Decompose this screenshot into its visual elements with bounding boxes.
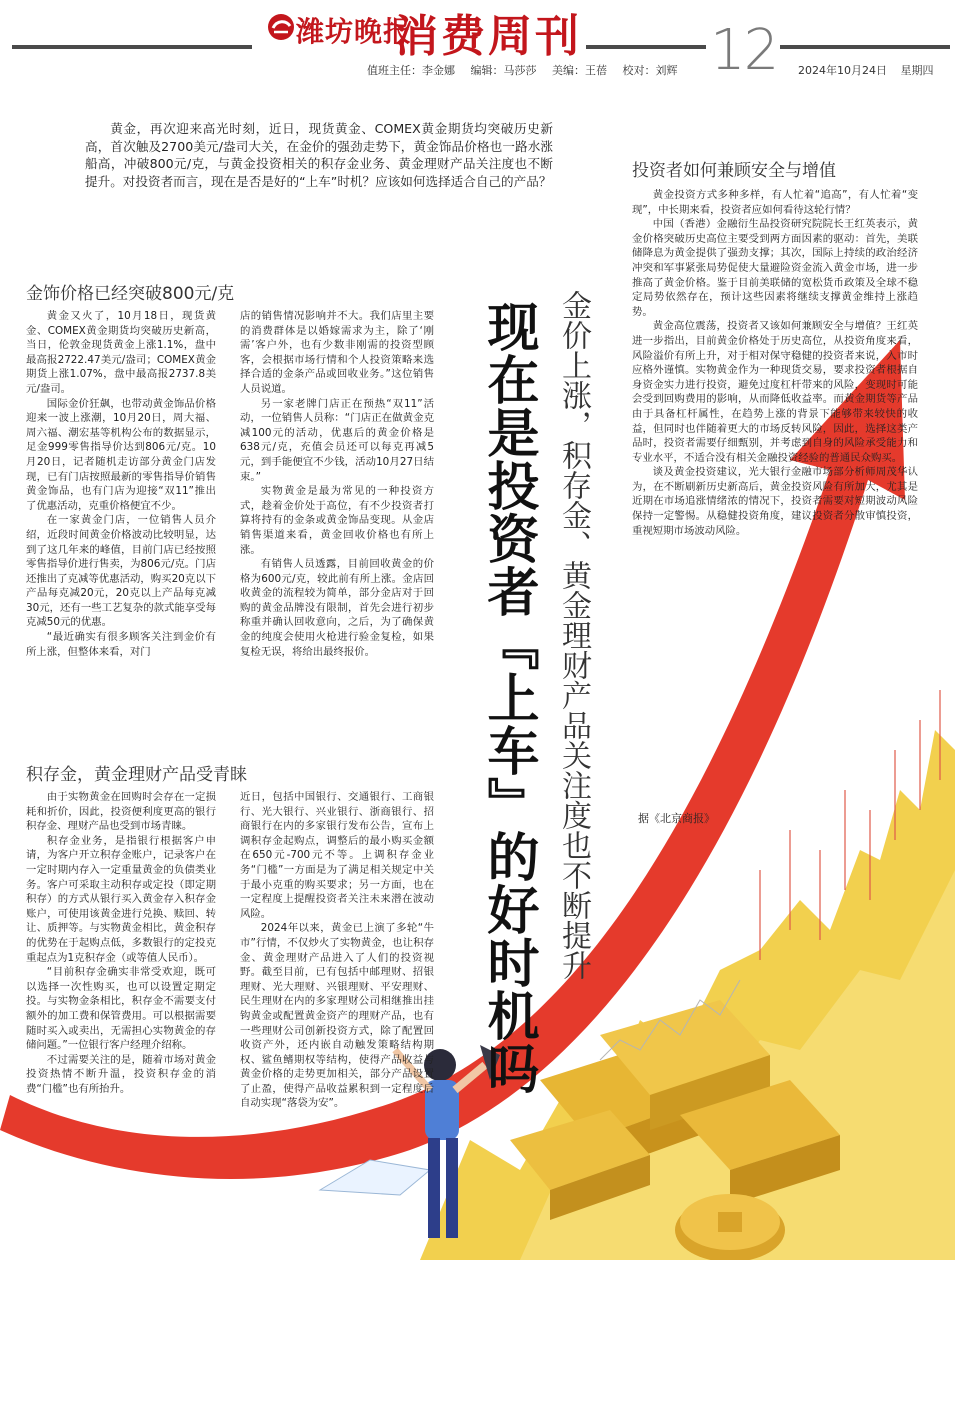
section3-heading: 投资者如何兼顾安全与增值 <box>632 161 836 181</box>
issue-date: 2024年10月24日 <box>798 64 887 77</box>
section1-column-1 <box>26 309 216 659</box>
paragraph: 积存金业务，是指银行根据客户申请，为客户开立积存金账户，记录客户在一定时期内存入一定重量黄金的负债类业务。客户可采取主动积存或定投（即定期积存）的方式从银行买入黄金存入积存金账户，可使用该黄金进行兑换、赎回、转让、质押等。与实物黄金相比，黄金积存的优势在于起购点低，多数银行的定投克重起点为1克积存金（或等值人民币）。 <box>26 834 216 964</box>
paragraph: 在一家黄金门店，一位销售人员介绍，近段时间黄金价格波动比较明显，达到了这几年来的峰值，目前门店已经按照零售指导价进行售卖，为806元/克。门店还推出了克减等优惠活动，购买20克以下产品每克减20元，20克以上产品每克减30元，还有一些工艺复杂的款式能享受每克减50元的优惠。 <box>26 514 216 629</box>
lead-paragraph: 黄金，再次迎来高光时刻，近日，现货黄金、COMEX黄金期货均突破历史新高，首次触及2700美元/盎司大关，在金价的强劲走势下，黄金饰品价格也一路水涨船高，冲破800元/克，与黄金投资相关的积存金业务、黄金理财产品关注度也不断提升。对投资者而言，现在是否是好的“上车”时机？应该如何选择适合自己的产品？ <box>85 121 553 189</box>
section2-heading: 积存金，黄金理财产品受青睐 <box>26 765 247 785</box>
credit-art-editor: 美编：王蓓 <box>552 64 607 77</box>
paragraph: 近日，包括中国银行、交通银行、工商银行、光大银行、兴业银行、浙商银行、招商银行在内的多家银行发布公告，宣布上调积存金起购点，调整后的最小购买金额在650元-700元不等。上调积存金业务“门槛”一方面是为了满足相关规定中关于最小克重的购买要求；另一方面，也在一定程度上提醒投资者关注未来潜在波动风险。 <box>240 791 434 920</box>
article-lead <box>85 120 553 224</box>
paragraph: 实物黄金是最为常见的一种投资方式，趁着金价处于高位，有不少投资者打算将持有的金条或黄金饰品变现。从金店销售渠道来看，黄金回收价格也有所上涨。 <box>240 485 434 556</box>
paragraph: 由于实物黄金在回购时会存在一定损耗和折价，因此，投资便利度更高的银行积存金、理财产品也受到市场青睐。 <box>26 791 216 833</box>
paragraph: 有销售人员透露，目前回收黄金的价格为600元/克，较此前有所上涨。金店回收黄金的流程较为简单，部分金店对于回购的黄金品牌没有限制，首先会进行初步称重并确认回收意向，之后，为了确保黄金的纯度会使用火枪进行验金复检，如果复检无误，将给出最终报价。 <box>240 558 434 658</box>
editorial-credits <box>367 62 690 78</box>
section2-column-1 <box>26 790 216 1096</box>
masthead-rule-right <box>586 45 706 49</box>
paragraph: 2024年以来，黄金已上演了多轮“牛市”行情，不仅炒火了实物黄金，也让积存金、黄金理财产品进入了人们的投资视野。截至目前，已有包括中邮理财、招银理财、光大理财、兴银理财、平安理财、民生理财在内的多家理财公司相继推出挂钩黄金或配置黄金资产的理财产品，也有一些理财公司创新投资方式，除了配置回收资产外，还内嵌自动触发策略结构期权、鲨鱼鳍期权等结构，使得产品收益与黄金价格的走势更加相关，部分产品设置了止盈，使得产品收益累积到一定程度后自动实现“落袋为安”。 <box>240 922 434 1110</box>
newspaper-logo-icon <box>264 8 298 42</box>
paragraph: 黄金高位震荡，投资者又该如何兼顾安全与增值？王红英进一步指出，目前黄金价格处于历史高位，从投资角度来看，风险溢价有所上升，对于相对保守稳健的投资者来说，入市时应格外谨慎。实物黄金作为一种现货交易，要求投资者根据自身资金实力进行投资，避免过度杠杆带来的风险，变现时可能会受到回购费用的影响，从而降低收益率。而黄金期货等产品由于具备杠杆属性，在趋势上涨的背景下能够带来较快的收益，但同时也伴随着更大的市场反转风险，因此，选择这类产品时，投资者需要仔细甄别，并考虑到自身的风险承受能力和专业水平，不适合没有相关金融投资经验的普通民众购买。 <box>632 320 918 464</box>
paragraph: 国际金价狂飙，也带动黄金饰品价格迎来一波上涨潮，10月20日，周大福、周六福、潮宏基等机构公布的数据显示，足金999零售指导价达到806元/克。10月20日，记者随机走访部分黄金门店发现，已有门店按照最新的零售指导价销售黄金饰品，也有门店为迎接“双11”推出了优惠活动，克重价格便宜不少。 <box>26 397 216 512</box>
paragraph: “目前积存金确实非常受欢迎，既可以选择一次性购买，也可以设置定期定投。与实物金条相比，积存金不需要支付额外的加工费和保管费用。可以根据需要随时买入或卖出，无需担心实物黄金的存储问题。”一位银行客户经理介绍称。 <box>26 966 216 1052</box>
paragraph: 店的销售情况影响并不大。我们店里主要的消费群体是以婚嫁需求为主，除了‘刚需’客户外，也有少数非刚需的投资型顾客，会根据市场行情和个人投资策略来选择合适的金条产品或回收业务。”这位销售人员说道。 <box>240 310 434 395</box>
section1-column-2 <box>240 309 434 659</box>
credit-proofreader: 校对：刘辉 <box>622 64 678 77</box>
section2-column-2 <box>240 790 434 1111</box>
masthead <box>0 0 955 83</box>
paragraph: 中国（香港）金融衍生品投资研究院院长王红英表示，黄金价格突破历史高位主要受到两方面因素的驱动：首先，美联储降息为黄金提供了强劲支撑；其次，国际上持续的政治经济冲突和军事紧张局势促使大量避险资金流入黄金市场，进一步推高了黄金价格。鉴于目前美联储的宽松货币政策及全球不稳定局势依然存在，预计这些因素将继续支撑黄金维持上涨趋势。 <box>632 218 918 318</box>
source-byline: 据《北京商报》 <box>638 812 715 825</box>
issue-weekday: 星期四 <box>900 64 934 77</box>
section1-heading: 金饰价格已经突破800元/克 <box>26 284 235 304</box>
dateline <box>798 62 944 78</box>
paragraph: 黄金投资方式多种多样，有人忙着“追高”，有人忙着“变现”，中长期来看，投资者应如何看待这轮行情？ <box>632 189 918 216</box>
masthead-rule-left <box>12 45 252 49</box>
article-headline: 现在是投资者『上车』的好时机吗 <box>478 300 538 1095</box>
section-title: 消费周刊 <box>394 11 582 62</box>
paragraph: 另一家老牌门店正在预热“双11”活动，一位销售人员称：“门店正在做黄金克减100元的活动，优惠后的黄金价格是638元/克，充值会员还可以每克再减5元，到手能便宜不少钱，活动10月27日结束。” <box>240 397 434 483</box>
credit-editor: 编辑：马莎莎 <box>470 64 537 77</box>
page-number: 12 <box>710 18 778 83</box>
article-subheadline: 金价上涨，积存金、黄金理财产品关注度也不断提升 <box>556 290 591 980</box>
paragraph: 不过需要关注的是，随着市场对黄金投资热情不断升温，投资积存金的消费“门槛”也有所抬升。 <box>26 1053 216 1095</box>
paragraph: 黄金又火了，10月18日，现货黄金、COMEX黄金期货均突破历史新高，当日，伦敦金现货黄金上涨1.1%，盘中最高报2722.47美元/盎司；COMEX黄金期货上涨1.07%，盘中最高报2737.8美元/盎司。 <box>26 310 216 395</box>
credit-duty-director: 值班主任：李金娜 <box>367 64 455 77</box>
paragraph: 谈及黄金投资建议，光大银行金融市场部分析师周茂华认为，在不断刷新历史新高后，黄金投资风险有所加大，尤其是近期在市场追涨情绪浓的情况下，投资者需要对短期波动风险保持一定警惕。从稳健投资角度，建议投资者分散审慎投资，重视短期市场波动风险。 <box>632 466 918 537</box>
masthead-rule-far-right <box>780 45 950 49</box>
paper-name: 潍坊晚报 <box>296 15 413 48</box>
section3-column <box>632 188 918 538</box>
paragraph: “最近确实有很多顾客关注到金价有所上涨，但整体来看，对门 <box>26 631 216 658</box>
